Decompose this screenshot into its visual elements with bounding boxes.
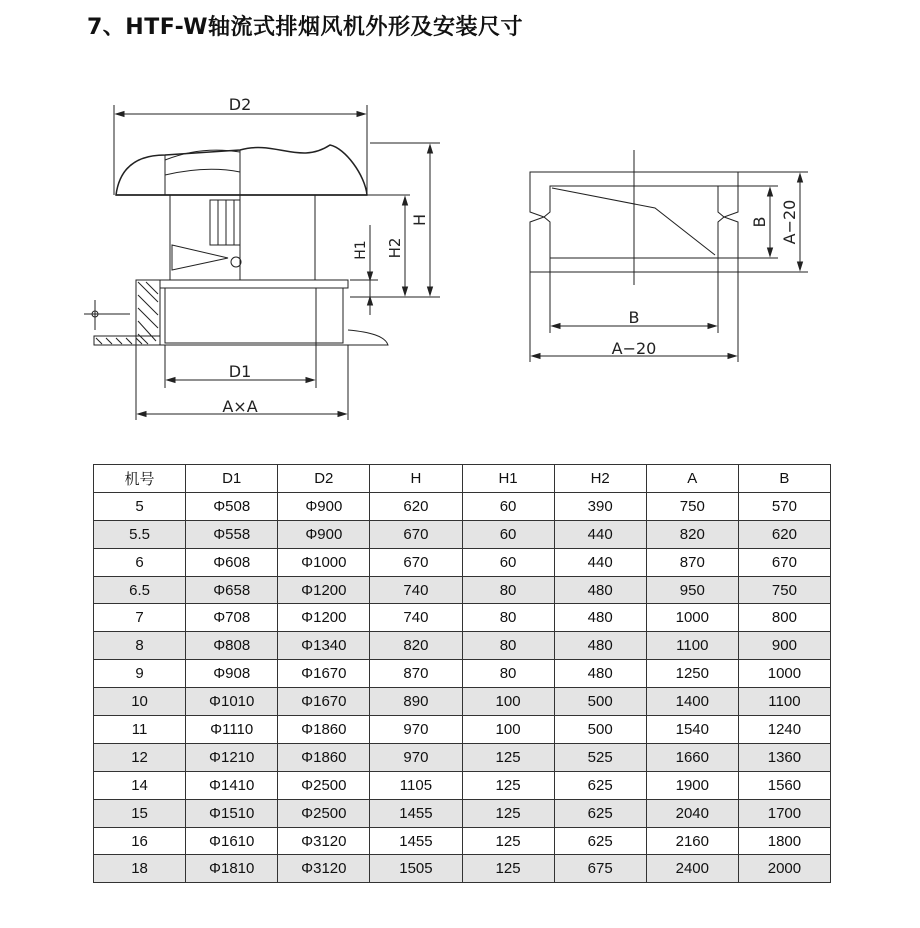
cell-b: 1700 bbox=[738, 799, 830, 827]
cell-b: 2000 bbox=[738, 855, 830, 883]
cell-d2: Φ3120 bbox=[278, 827, 370, 855]
table-row bbox=[94, 743, 831, 771]
cell-h: 1455 bbox=[370, 827, 462, 855]
cell-h1: 60 bbox=[462, 548, 554, 576]
cell-d1: Φ1510 bbox=[186, 799, 278, 827]
cell-d2: Φ900 bbox=[278, 492, 370, 520]
cell-d1: Φ558 bbox=[186, 520, 278, 548]
dimension-table bbox=[93, 464, 831, 883]
cell-d2: Φ1200 bbox=[278, 576, 370, 604]
header-h1: H1 bbox=[462, 465, 554, 493]
table-row bbox=[94, 492, 831, 520]
cell-b: 1100 bbox=[738, 688, 830, 716]
cell-h1: 60 bbox=[462, 492, 554, 520]
cell-h2: 480 bbox=[554, 576, 646, 604]
cell-h: 870 bbox=[370, 660, 462, 688]
table-row bbox=[94, 855, 831, 883]
cell-d2: Φ900 bbox=[278, 520, 370, 548]
cell-d1: Φ1610 bbox=[186, 827, 278, 855]
cell-a: 1540 bbox=[646, 716, 738, 744]
cell-model: 5 bbox=[94, 492, 186, 520]
cell-h1: 80 bbox=[462, 576, 554, 604]
cell-a: 750 bbox=[646, 492, 738, 520]
cell-h: 1505 bbox=[370, 855, 462, 883]
cell-d2: Φ1000 bbox=[278, 548, 370, 576]
label-a20-bottom: A−20 bbox=[611, 339, 657, 358]
label-a20-right: A−20 bbox=[780, 199, 799, 245]
cell-a: 820 bbox=[646, 520, 738, 548]
cell-h1: 125 bbox=[462, 827, 554, 855]
cell-b: 1560 bbox=[738, 771, 830, 799]
cell-h2: 440 bbox=[554, 520, 646, 548]
cell-a: 1250 bbox=[646, 660, 738, 688]
cell-b: 620 bbox=[738, 520, 830, 548]
cell-h1: 80 bbox=[462, 604, 554, 632]
cell-h: 1455 bbox=[370, 799, 462, 827]
table-row bbox=[94, 604, 831, 632]
cell-a: 1000 bbox=[646, 604, 738, 632]
cell-a: 2040 bbox=[646, 799, 738, 827]
cell-d1: Φ1010 bbox=[186, 688, 278, 716]
cell-model: 6 bbox=[94, 548, 186, 576]
table-header-row bbox=[94, 465, 831, 493]
cell-model: 9 bbox=[94, 660, 186, 688]
cell-model: 6.5 bbox=[94, 576, 186, 604]
cell-b: 800 bbox=[738, 604, 830, 632]
cell-d1: Φ658 bbox=[186, 576, 278, 604]
cell-h2: 625 bbox=[554, 799, 646, 827]
cell-d1: Φ908 bbox=[186, 660, 278, 688]
cell-model: 18 bbox=[94, 855, 186, 883]
cell-h: 670 bbox=[370, 520, 462, 548]
cell-h2: 480 bbox=[554, 660, 646, 688]
cell-a: 2160 bbox=[646, 827, 738, 855]
cell-h2: 500 bbox=[554, 716, 646, 744]
cell-d2: Φ1860 bbox=[278, 716, 370, 744]
cell-model: 5.5 bbox=[94, 520, 186, 548]
cell-d1: Φ508 bbox=[186, 492, 278, 520]
cell-model: 15 bbox=[94, 799, 186, 827]
label-h: H bbox=[410, 213, 429, 227]
table-row bbox=[94, 799, 831, 827]
cell-h: 970 bbox=[370, 743, 462, 771]
cell-d1: Φ1810 bbox=[186, 855, 278, 883]
cell-h2: 440 bbox=[554, 548, 646, 576]
cell-d2: Φ2500 bbox=[278, 799, 370, 827]
cell-a: 950 bbox=[646, 576, 738, 604]
label-axa: A×A bbox=[222, 397, 258, 416]
cell-a: 1400 bbox=[646, 688, 738, 716]
table-row bbox=[94, 660, 831, 688]
label-h1: H1 bbox=[353, 240, 369, 260]
cell-h: 1105 bbox=[370, 771, 462, 799]
header-h2: H2 bbox=[554, 465, 646, 493]
header-a: A bbox=[646, 465, 738, 493]
cell-d1: Φ708 bbox=[186, 604, 278, 632]
table-row bbox=[94, 548, 831, 576]
label-d2: D2 bbox=[228, 95, 252, 114]
fan-elevation-drawing bbox=[84, 105, 440, 420]
dimension-drawing bbox=[0, 0, 920, 460]
cell-model: 7 bbox=[94, 604, 186, 632]
cell-b: 1000 bbox=[738, 660, 830, 688]
cell-a: 1660 bbox=[646, 743, 738, 771]
flange-plan-drawing bbox=[530, 150, 808, 362]
header-b: B bbox=[738, 465, 830, 493]
label-d1: D1 bbox=[228, 362, 252, 381]
cell-h: 670 bbox=[370, 548, 462, 576]
cell-d2: Φ1340 bbox=[278, 632, 370, 660]
cell-model: 10 bbox=[94, 688, 186, 716]
cell-a: 2400 bbox=[646, 855, 738, 883]
cell-d1: Φ808 bbox=[186, 632, 278, 660]
table-body bbox=[94, 492, 831, 882]
cell-h1: 80 bbox=[462, 632, 554, 660]
table-row bbox=[94, 827, 831, 855]
cell-h: 620 bbox=[370, 492, 462, 520]
label-b-right: B bbox=[750, 216, 769, 228]
table-row bbox=[94, 632, 831, 660]
cell-h1: 125 bbox=[462, 743, 554, 771]
cell-d2: Φ2500 bbox=[278, 771, 370, 799]
cell-h: 970 bbox=[370, 716, 462, 744]
cell-model: 11 bbox=[94, 716, 186, 744]
cell-d2: Φ1860 bbox=[278, 743, 370, 771]
cell-h2: 480 bbox=[554, 632, 646, 660]
cell-model: 14 bbox=[94, 771, 186, 799]
table-row bbox=[94, 716, 831, 744]
header-model: 机号 bbox=[94, 465, 186, 493]
cell-h2: 625 bbox=[554, 771, 646, 799]
table-row bbox=[94, 771, 831, 799]
page-title: 7、HTF-W轴流式排烟风机外形及安装尺寸 bbox=[87, 15, 523, 40]
cell-b: 570 bbox=[738, 492, 830, 520]
cell-h1: 125 bbox=[462, 799, 554, 827]
cell-h: 740 bbox=[370, 604, 462, 632]
cell-d2: Φ1670 bbox=[278, 688, 370, 716]
cell-h2: 625 bbox=[554, 827, 646, 855]
cell-h1: 80 bbox=[462, 660, 554, 688]
cell-a: 1100 bbox=[646, 632, 738, 660]
cell-h2: 500 bbox=[554, 688, 646, 716]
cell-h1: 60 bbox=[462, 520, 554, 548]
cell-d1: Φ1410 bbox=[186, 771, 278, 799]
cell-model: 12 bbox=[94, 743, 186, 771]
table-row bbox=[94, 576, 831, 604]
header-d2: D2 bbox=[278, 465, 370, 493]
cell-h1: 125 bbox=[462, 771, 554, 799]
cell-b: 750 bbox=[738, 576, 830, 604]
header-d1: D1 bbox=[186, 465, 278, 493]
cell-d2: Φ1670 bbox=[278, 660, 370, 688]
table-row bbox=[94, 688, 831, 716]
cell-h: 820 bbox=[370, 632, 462, 660]
cell-model: 16 bbox=[94, 827, 186, 855]
cell-d2: Φ3120 bbox=[278, 855, 370, 883]
cell-b: 1800 bbox=[738, 827, 830, 855]
cell-h2: 390 bbox=[554, 492, 646, 520]
cell-b: 900 bbox=[738, 632, 830, 660]
cell-h2: 675 bbox=[554, 855, 646, 883]
cell-d1: Φ1110 bbox=[186, 716, 278, 744]
cell-h1: 100 bbox=[462, 716, 554, 744]
cell-d2: Φ1200 bbox=[278, 604, 370, 632]
cell-b: 1360 bbox=[738, 743, 830, 771]
cell-h: 890 bbox=[370, 688, 462, 716]
cell-h2: 525 bbox=[554, 743, 646, 771]
cell-a: 1900 bbox=[646, 771, 738, 799]
cell-b: 670 bbox=[738, 548, 830, 576]
cell-b: 1240 bbox=[738, 716, 830, 744]
cell-h1: 125 bbox=[462, 855, 554, 883]
cell-model: 8 bbox=[94, 632, 186, 660]
cell-h: 740 bbox=[370, 576, 462, 604]
cell-d1: Φ608 bbox=[186, 548, 278, 576]
label-h2: H2 bbox=[386, 237, 404, 259]
cell-d1: Φ1210 bbox=[186, 743, 278, 771]
label-b-bottom: B bbox=[628, 308, 640, 327]
table-row bbox=[94, 520, 831, 548]
header-h: H bbox=[370, 465, 462, 493]
cell-h2: 480 bbox=[554, 604, 646, 632]
cell-a: 870 bbox=[646, 548, 738, 576]
cell-h1: 100 bbox=[462, 688, 554, 716]
